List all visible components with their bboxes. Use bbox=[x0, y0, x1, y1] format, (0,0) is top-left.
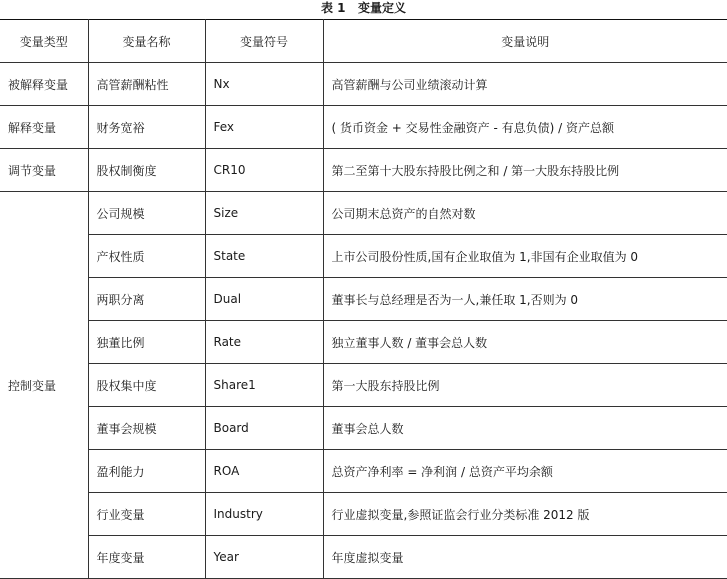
table-row bbox=[0, 536, 727, 579]
variable-description-cell: ( 货币资金 + 交易性金融资产 - 有息负债) / 资产总额 bbox=[323, 106, 727, 149]
variable-type-cell: 被解释变量 bbox=[0, 63, 88, 106]
variable-name-cell: 股权制衡度 bbox=[88, 149, 205, 192]
table-row bbox=[0, 192, 727, 235]
variable-symbol-cell: Industry bbox=[205, 493, 323, 536]
variable-symbol-cell: Size bbox=[205, 192, 323, 235]
variable-type-cell: 调节变量 bbox=[0, 149, 88, 192]
variable-name-cell: 董事会规模 bbox=[88, 407, 205, 450]
variable-symbol-cell: State bbox=[205, 235, 323, 278]
variable-symbol-cell: ROA bbox=[205, 450, 323, 493]
variable-name-cell: 独董比例 bbox=[88, 321, 205, 364]
variable-description-cell: 总资产净利率 = 净利润 / 总资产平均余额 bbox=[323, 450, 727, 493]
table-row bbox=[0, 493, 727, 536]
header-variable-symbol: 变量符号 bbox=[205, 20, 323, 63]
variable-symbol-cell: Rate bbox=[205, 321, 323, 364]
variable-description-cell: 行业虚拟变量,参照证监会行业分类标准 2012 版 bbox=[323, 493, 727, 536]
header-variable-description: 变量说明 bbox=[323, 20, 727, 63]
variable-description-cell: 董事长与总经理是否为一人,兼任取 1,否则为 0 bbox=[323, 278, 727, 321]
header-variable-type: 变量类型 bbox=[0, 20, 88, 63]
variable-description-cell: 独立董事人数 / 董事会总人数 bbox=[323, 321, 727, 364]
variable-name-cell: 财务宽裕 bbox=[88, 106, 205, 149]
header-row bbox=[0, 20, 727, 63]
table-row bbox=[0, 321, 727, 364]
variable-type-cell: 控制变量 bbox=[0, 192, 88, 579]
variable-description-cell: 年度虚拟变量 bbox=[323, 536, 727, 579]
table-row bbox=[0, 149, 727, 192]
variable-name-cell: 行业变量 bbox=[88, 493, 205, 536]
variable-name-cell: 公司规模 bbox=[88, 192, 205, 235]
variable-description-cell: 高管薪酬与公司业绩滚动计算 bbox=[323, 63, 727, 106]
variable-name-cell: 产权性质 bbox=[88, 235, 205, 278]
variable-symbol-cell: Board bbox=[205, 407, 323, 450]
variable-symbol-cell: Dual bbox=[205, 278, 323, 321]
variable-description-cell: 第二至第十大股东持股比例之和 / 第一大股东持股比例 bbox=[323, 149, 727, 192]
table-row bbox=[0, 106, 727, 149]
variable-name-cell: 股权集中度 bbox=[88, 364, 205, 407]
variable-name-cell: 年度变量 bbox=[88, 536, 205, 579]
table-row bbox=[0, 63, 727, 106]
table-row bbox=[0, 364, 727, 407]
table-row bbox=[0, 278, 727, 321]
variable-description-cell: 第一大股东持股比例 bbox=[323, 364, 727, 407]
variable-name-cell: 高管薪酬粘性 bbox=[88, 63, 205, 106]
variable-description-cell: 公司期末总资产的自然对数 bbox=[323, 192, 727, 235]
table-row bbox=[0, 235, 727, 278]
variable-name-cell: 两职分离 bbox=[88, 278, 205, 321]
variable-name-cell: 盈利能力 bbox=[88, 450, 205, 493]
table-row bbox=[0, 450, 727, 493]
variable-symbol-cell: Nx bbox=[205, 63, 323, 106]
table-row bbox=[0, 407, 727, 450]
variable-definition-table bbox=[0, 19, 727, 579]
variable-symbol-cell: Share1 bbox=[205, 364, 323, 407]
variable-symbol-cell: Year bbox=[205, 536, 323, 579]
header-variable-name: 变量名称 bbox=[88, 20, 205, 63]
variable-type-cell: 解释变量 bbox=[0, 106, 88, 149]
variable-symbol-cell: Fex bbox=[205, 106, 323, 149]
table-caption: 表 1 变量定义 bbox=[320, 1, 407, 15]
variable-description-cell: 董事会总人数 bbox=[323, 407, 727, 450]
variable-description-cell: 上市公司股份性质,国有企业取值为 1,非国有企业取值为 0 bbox=[323, 235, 727, 278]
variable-symbol-cell: CR10 bbox=[205, 149, 323, 192]
